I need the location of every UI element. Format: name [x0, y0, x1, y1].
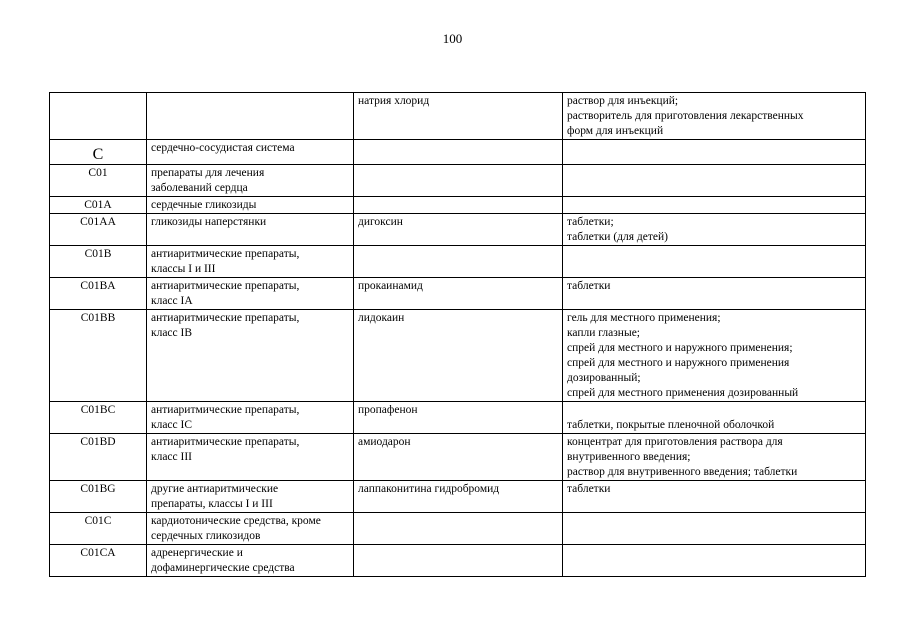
group-line: класс IC: [151, 419, 193, 431]
dosage-form-line: капли глазные;: [567, 327, 640, 339]
page-number: 100: [442, 31, 463, 46]
atc-code: C01CA: [80, 547, 116, 559]
atc-code: C01C: [84, 515, 112, 527]
anatomical-therapeutic-group-cell: [147, 197, 354, 214]
atc-code-cell: [50, 93, 147, 140]
drug-name-cell: [354, 165, 563, 197]
anatomical-therapeutic-group-cell: [147, 140, 354, 165]
dosage-forms-cell: [563, 434, 866, 481]
group-line: антиаритмические препараты,: [151, 280, 300, 292]
atc-code: C01: [88, 167, 108, 179]
table-row: [50, 197, 866, 214]
table-row: [50, 513, 866, 545]
dosage-form-line: спрей для местного применения дозированный: [567, 387, 799, 399]
group-line: класс IB: [151, 327, 193, 339]
anatomical-therapeutic-group-cell: [147, 513, 354, 545]
anatomical-therapeutic-group-cell: [147, 278, 354, 310]
anatomical-therapeutic-group-cell: [147, 165, 354, 197]
dosage-forms-cell: [563, 513, 866, 545]
drug-name-cell: [354, 481, 563, 513]
atc-code-cell: [50, 278, 147, 310]
dosage-forms-cell: [563, 140, 866, 165]
anatomical-therapeutic-group-cell: [147, 310, 354, 402]
atc-code-cell: [50, 310, 147, 402]
group-line: сердечные гликозиды: [151, 199, 257, 211]
atc-code-cell: [50, 481, 147, 513]
group-line: класс IA: [151, 295, 193, 307]
dosage-form-line: таблетки, покрытые пленочной оболочкой: [567, 419, 775, 431]
drug-name-cell: [354, 310, 563, 402]
table-row: [50, 165, 866, 197]
dosage-form-line: растворитель для приготовления лекарственных: [567, 110, 804, 122]
table-row: [50, 278, 866, 310]
dosage-form-line: спрей для местного и наружного применения;: [567, 342, 793, 354]
dosage-form-line: раствор для инъекций;: [567, 95, 679, 107]
group-line: адренергические и: [151, 547, 243, 559]
drug-name: лидокаин: [358, 312, 405, 324]
drug-name: дигоксин: [358, 216, 403, 228]
atc-code: C01A: [84, 199, 112, 211]
atc-code-cell: [50, 246, 147, 278]
dosage-forms-cell: [563, 93, 866, 140]
group-line: кардиотонические средства, кроме: [151, 515, 321, 527]
drug-name-cell: [354, 197, 563, 214]
atc-code: C01BB: [80, 312, 116, 324]
group-line: антиаритмические препараты,: [151, 436, 300, 448]
anatomical-therapeutic-group-cell: [147, 402, 354, 434]
dosage-forms-cell: [563, 278, 866, 310]
dosage-forms-cell: [563, 402, 866, 434]
anatomical-therapeutic-group-cell: [147, 214, 354, 246]
atc-code: C01BA: [80, 280, 116, 292]
table-row: [50, 402, 866, 434]
table-row: [50, 214, 866, 246]
anatomical-therapeutic-group-cell: [147, 93, 354, 140]
table-row: [50, 310, 866, 402]
group-line: антиаритмические препараты,: [151, 248, 300, 260]
table-row: [50, 434, 866, 481]
group-line: препараты, классы I и III: [151, 498, 273, 510]
drug-name: пропафенон: [358, 404, 418, 416]
table-body: [50, 93, 866, 577]
dosage-forms-cell: [563, 246, 866, 278]
dosage-form-line: форм для инъекций: [567, 125, 664, 137]
drug-name: лаппаконитина гидробромид: [358, 483, 500, 495]
dosage-form-line: таблетки;: [567, 216, 614, 228]
atc-code: C: [92, 146, 104, 163]
table-row: [50, 545, 866, 577]
drug-name-cell: [354, 246, 563, 278]
atc-code: C01BG: [80, 483, 116, 495]
dosage-form-line: внутривенного введения;: [567, 451, 691, 463]
drug-name-cell: [354, 278, 563, 310]
atc-code-cell: [50, 545, 147, 577]
drug-name-cell: [354, 434, 563, 481]
dosage-form-line: таблетки: [567, 280, 611, 292]
group-line: класс III: [151, 451, 193, 463]
table-row: [50, 93, 866, 140]
group-line: антиаритмические препараты,: [151, 312, 300, 324]
drug-name-cell: [354, 402, 563, 434]
atc-code: C01AA: [80, 216, 116, 228]
dosage-form-line: раствор для внутривенного введения; таблетки: [567, 466, 798, 478]
dosage-forms-cell: [563, 197, 866, 214]
drug-name-cell: [354, 545, 563, 577]
drug-name: прокаинамид: [358, 280, 423, 292]
group-line: другие антиаритмические: [151, 483, 279, 495]
dosage-form-line: спрей для местного и наружного применения: [567, 357, 790, 369]
dosage-forms-cell: [563, 214, 866, 246]
drug-name-cell: [354, 140, 563, 165]
group-line: сердечно-сосудистая система: [151, 142, 295, 154]
dosage-form-line: гель для местного применения;: [567, 312, 721, 324]
dosage-forms-cell: [563, 481, 866, 513]
atc-code-cell: [50, 402, 147, 434]
atc-code-cell: [50, 140, 147, 165]
group-line: препараты для лечения: [151, 167, 265, 179]
atc-code: C01BD: [80, 436, 116, 448]
dosage-form-line: таблетки (для детей): [567, 231, 668, 243]
drug-name: амиодарон: [358, 436, 411, 448]
anatomical-therapeutic-group-cell: [147, 434, 354, 481]
drug-name-cell: [354, 513, 563, 545]
group-line: гликозиды наперстянки: [151, 216, 267, 228]
drug-name: натрия хлорид: [358, 95, 430, 107]
atc-code: C01B: [84, 248, 112, 260]
drug-name-cell: [354, 93, 563, 140]
atc-code-cell: [50, 434, 147, 481]
atc-code-cell: [50, 513, 147, 545]
dosage-forms-cell: [563, 310, 866, 402]
anatomical-therapeutic-group-cell: [147, 545, 354, 577]
table-row: [50, 481, 866, 513]
table-row: [50, 246, 866, 278]
anatomical-therapeutic-group-cell: [147, 246, 354, 278]
dosage-form-line: таблетки: [567, 483, 611, 495]
atc-code-cell: [50, 197, 147, 214]
dosage-form-line: концентрат для приготовления раствора для: [567, 436, 783, 448]
group-line: заболеваний сердца: [151, 182, 248, 194]
group-line: классы I и III: [151, 263, 216, 275]
group-line: сердечных гликозидов: [151, 530, 261, 542]
anatomical-therapeutic-group-cell: [147, 481, 354, 513]
dosage-forms-cell: [563, 545, 866, 577]
atc-code-cell: [50, 214, 147, 246]
group-line: дофаминергические средства: [151, 562, 295, 574]
dosage-form-line: дозированный;: [567, 372, 641, 384]
group-line: антиаритмические препараты,: [151, 404, 300, 416]
atc-code-cell: [50, 165, 147, 197]
drug-table: [49, 92, 866, 577]
drug-name-cell: [354, 214, 563, 246]
atc-code: C01BC: [80, 404, 116, 416]
table-row: [50, 140, 866, 165]
dosage-forms-cell: [563, 165, 866, 197]
